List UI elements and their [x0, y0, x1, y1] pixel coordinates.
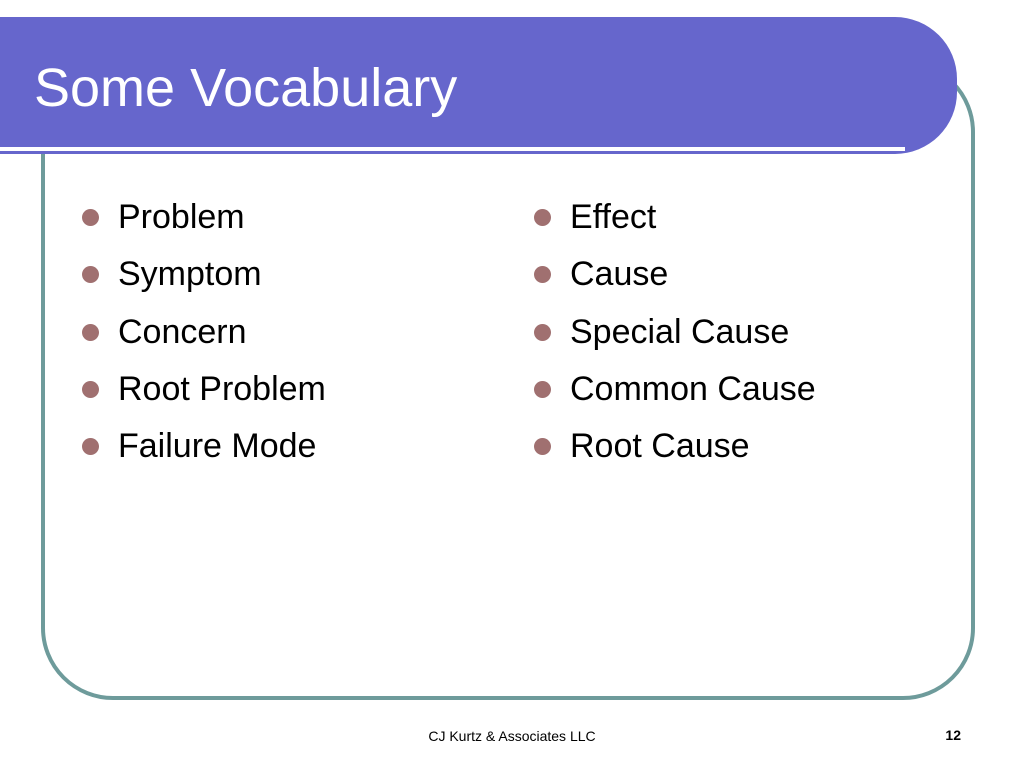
- bullet-text: Symptom: [118, 255, 262, 294]
- bullet-item: [82, 246, 326, 303]
- slide-title: Some Vocabulary: [34, 58, 458, 118]
- right-bullet-list: [534, 189, 816, 475]
- bullet-item: [82, 361, 326, 418]
- bullet-item: [82, 304, 326, 361]
- bullet-dot-icon: [534, 438, 551, 455]
- bullet-text: Failure Mode: [118, 427, 317, 466]
- bullet-text: Root Cause: [570, 427, 750, 466]
- bullet-text: Common Cause: [570, 369, 816, 408]
- bullet-dot-icon: [82, 209, 99, 226]
- bullet-item: [534, 189, 816, 246]
- bullet-text: Cause: [570, 255, 669, 294]
- bullet-dot-icon: [534, 266, 551, 283]
- title-bar: [0, 17, 957, 154]
- bullet-dot-icon: [82, 438, 99, 455]
- bullet-item: [534, 246, 816, 303]
- bullet-dot-icon: [82, 381, 99, 398]
- bullet-dot-icon: [534, 209, 551, 226]
- left-bullet-list: [82, 189, 326, 475]
- bullet-dot-icon: [82, 266, 99, 283]
- footer-text: CJ Kurtz & Associates LLC: [428, 728, 596, 744]
- bullet-item: [534, 418, 816, 475]
- bullet-item: [534, 361, 816, 418]
- bullet-text: Effect: [570, 198, 657, 237]
- bullet-text: Problem: [118, 198, 245, 237]
- bullet-dot-icon: [534, 381, 551, 398]
- bullet-item: [534, 304, 816, 361]
- bullet-dot-icon: [82, 324, 99, 341]
- bullet-text: Concern: [118, 312, 247, 351]
- page-number: 12: [945, 727, 961, 743]
- bullet-item: [82, 418, 326, 475]
- bullet-item: [82, 189, 326, 246]
- bullet-text: Root Problem: [118, 369, 326, 408]
- bullet-dot-icon: [534, 324, 551, 341]
- bullet-text: Special Cause: [570, 312, 790, 351]
- title-underline: [0, 147, 905, 151]
